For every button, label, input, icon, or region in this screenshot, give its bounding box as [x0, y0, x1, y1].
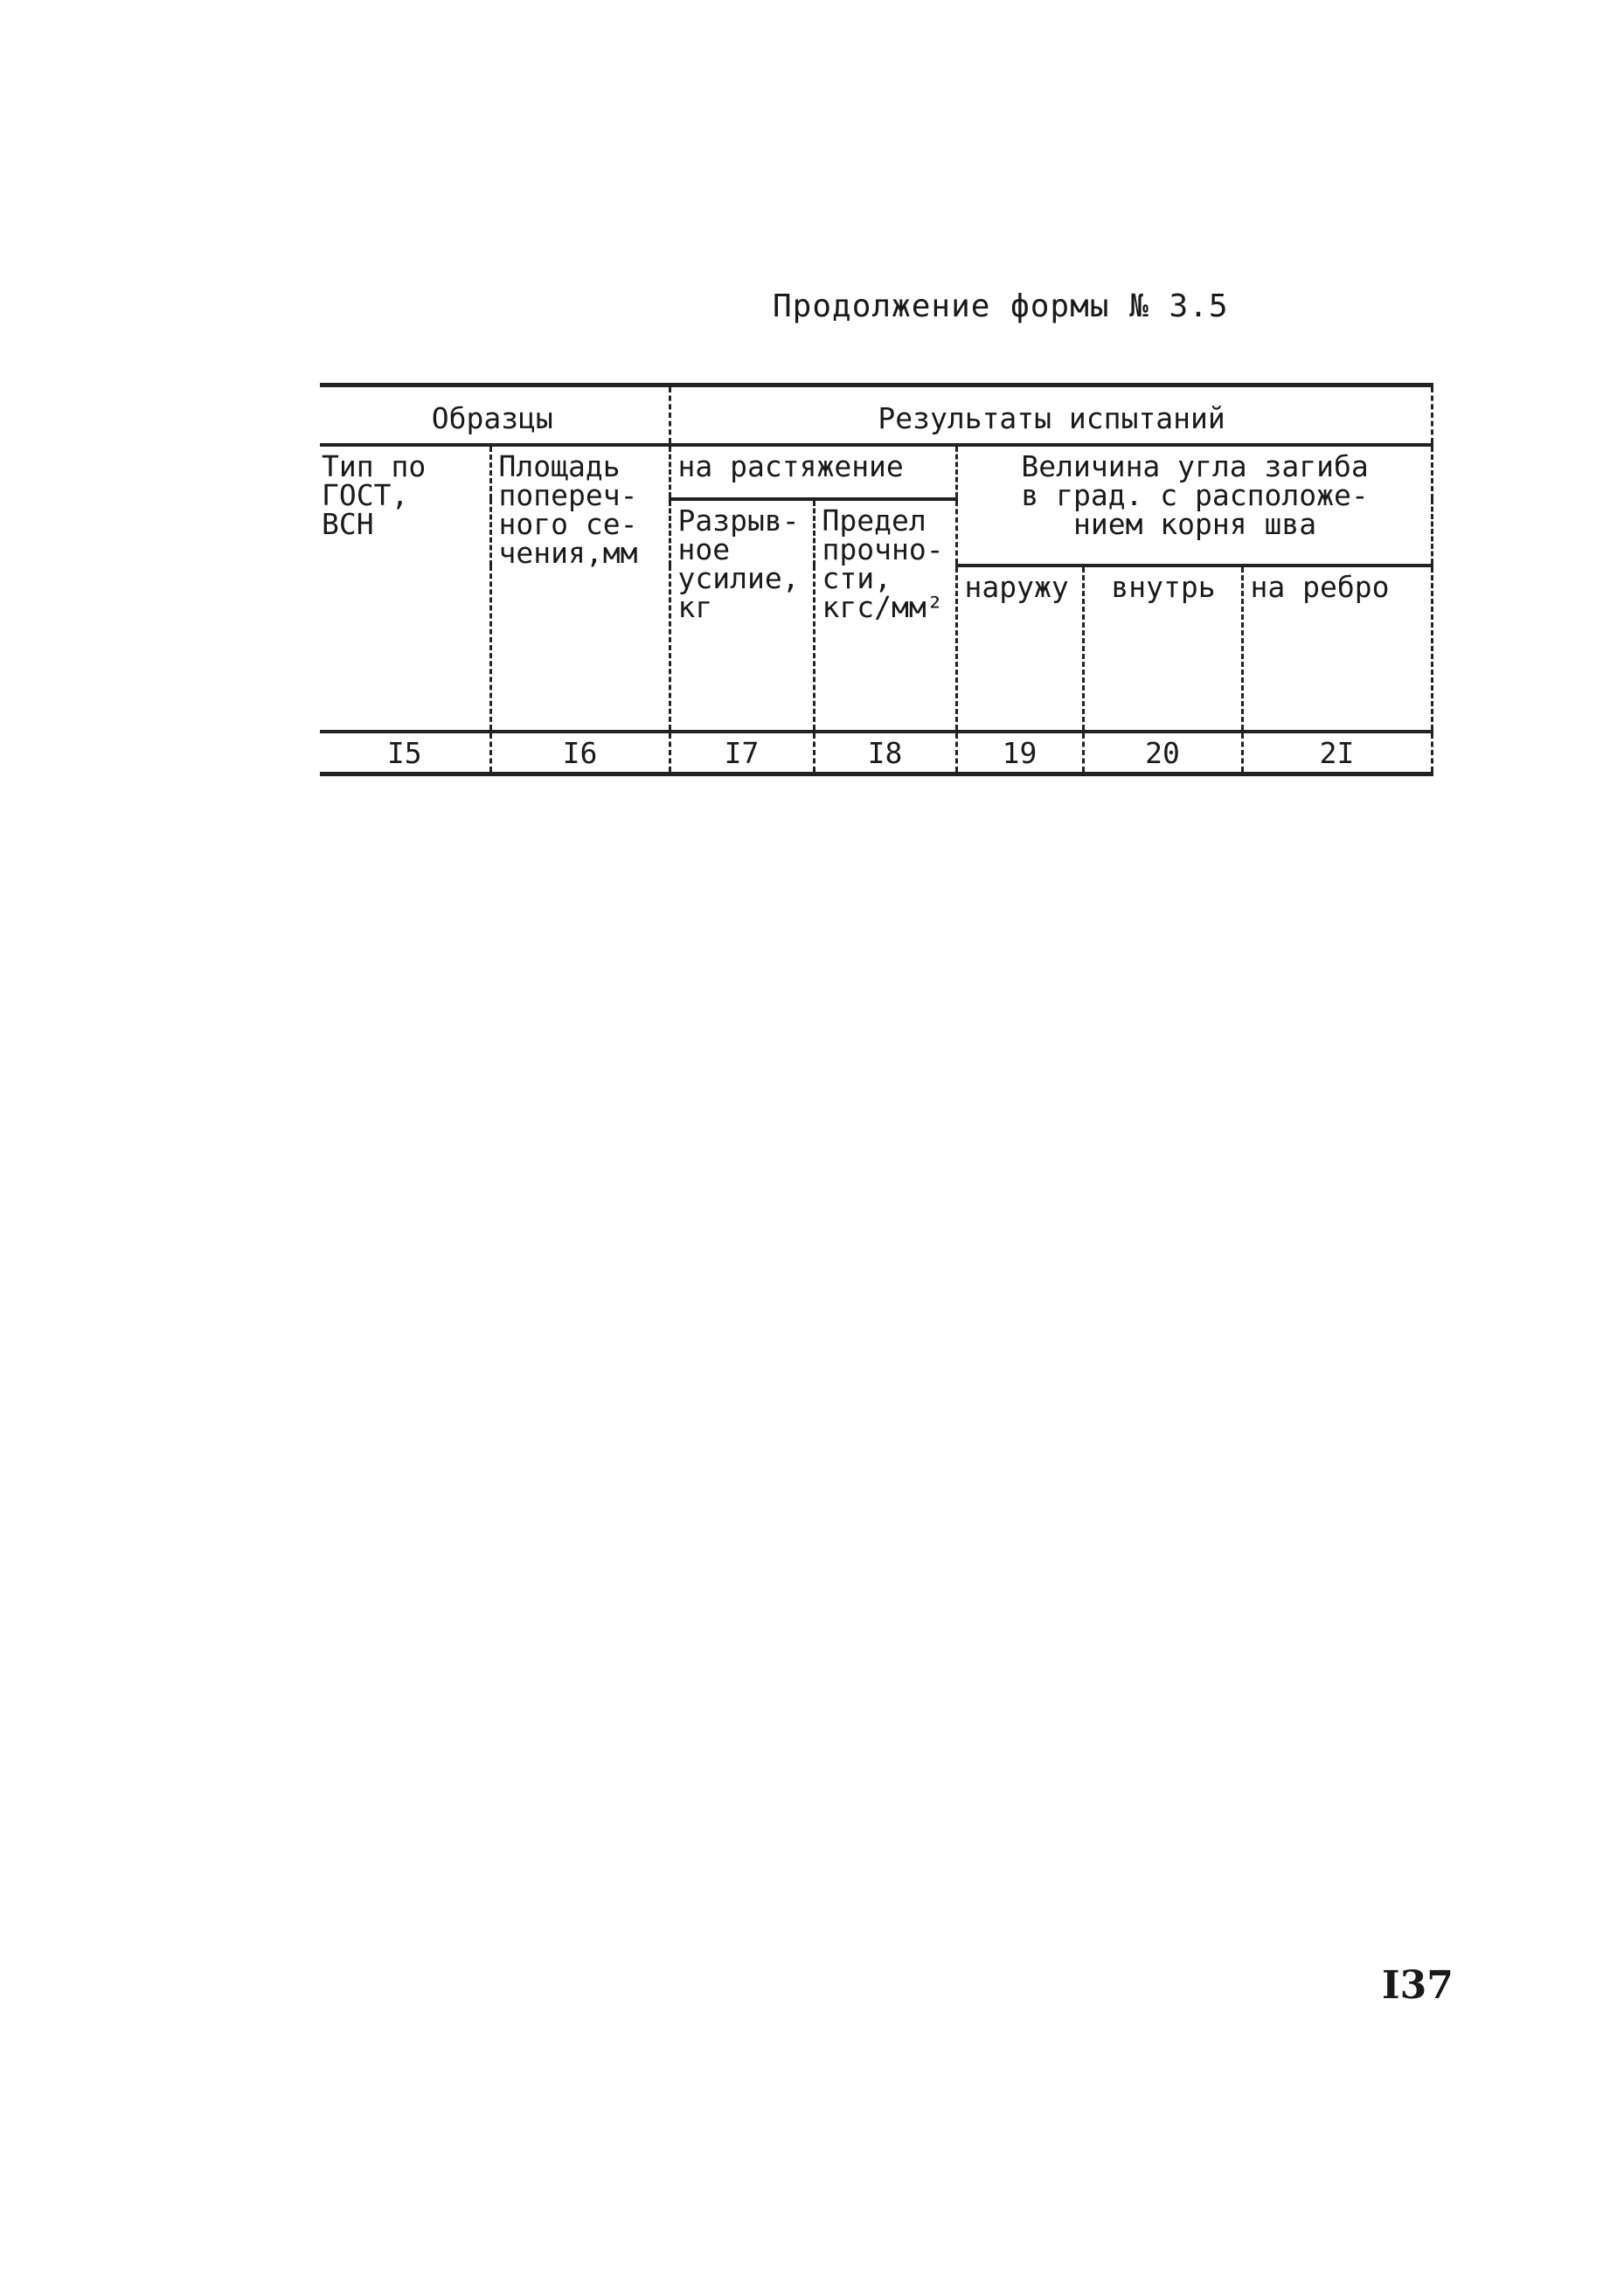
column-number: 19 — [956, 732, 1083, 774]
column-number: I6 — [490, 732, 670, 774]
header-tension: на растяжение — [670, 445, 956, 499]
header-inward: внутрь — [1083, 566, 1242, 732]
header-cross-section-area: Площадь попереч- ного се- чения,мм — [490, 445, 670, 732]
header-type-standard: Тип по ГОСТ, ВСН — [320, 445, 490, 732]
header-edge: на ребро — [1242, 566, 1432, 732]
header-bend-angle: Величина угла загиба в град. с расположе- нием корня шва — [956, 445, 1432, 566]
test-results-form-table — [320, 383, 1433, 776]
header-test-results: Результаты испытаний — [670, 385, 1432, 446]
column-number: I5 — [320, 732, 490, 774]
header-strength-limit: Предел прочно- сти, кгс/мм² — [814, 499, 956, 732]
page-number: I37 — [1382, 1963, 1454, 2008]
header-samples: Образцы — [320, 385, 670, 446]
column-number: 20 — [1083, 732, 1242, 774]
column-number: I7 — [670, 732, 814, 774]
header-outward: наружу — [956, 566, 1083, 732]
form-caption: Продолжение формы № 3.5 — [773, 288, 1229, 324]
column-number: I8 — [814, 732, 956, 774]
column-number: 2I — [1242, 732, 1432, 774]
header-breaking-force: Разрыв- ное усилие, кг — [670, 499, 814, 732]
